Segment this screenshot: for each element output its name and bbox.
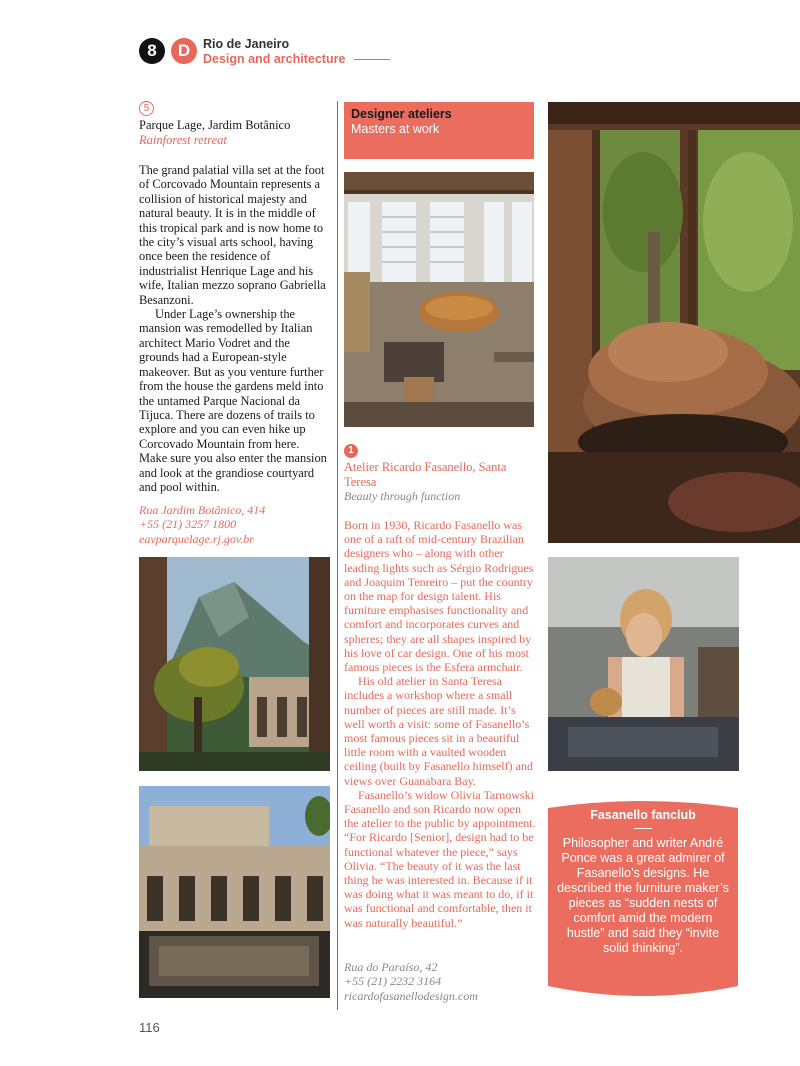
website-link[interactable]: eavparquelage.rj.gov.br (139, 531, 254, 546)
address: Rua do Paraíso, 42 (344, 960, 438, 974)
fanclub-title: Fasanello fanclub (590, 808, 696, 822)
esfera-armchair-photo (548, 102, 800, 543)
craftswoman-photo (548, 557, 739, 771)
fanclub-text: Philosopher and writer André Ponce was a great admirer of Fasanello’s designs. He described the furniture maker’s pieces as “sudden nests of comfort amid the modern hustle” and said they “invite solid thinking”. (557, 836, 729, 955)
atelier-contact (344, 960, 534, 1003)
parque-lage-contact (139, 503, 330, 546)
location-number-badge: 5 (139, 101, 154, 116)
phone: +55 (21) 2232 3164 (344, 974, 442, 989)
section-letter-badge: D (171, 38, 197, 64)
page-number: 116 (139, 1020, 160, 1035)
location-title: Parque Lage, Jardim Botânico (139, 118, 291, 132)
header-rule (354, 59, 390, 60)
designer-ateliers-box (344, 102, 534, 159)
ateliers-title: Designer ateliers (351, 107, 452, 121)
parque-lage-palm-photo (139, 557, 330, 771)
atelier-subtitle: Beauty through function (344, 489, 461, 503)
parque-lage-courtyard-photo (139, 786, 330, 998)
paragraph: The grand palatial villa set at the foot of Corcovado Mountain represents a collision of historical majesty and natural beauty. It is in the middle of this tropical park and is now home to the city’s visual arts school, having once been the residence of industrialist Henrique Lage and his wife, Italian mezzo soprano Gabriella Besanzoni. (139, 163, 326, 307)
address: Rua Jardim Botânico, 414 (139, 503, 266, 517)
website-link[interactable]: ricardofasanellodesign.com (344, 988, 478, 1003)
location-subtitle: Rainforest retreat (139, 133, 227, 147)
header-section: Design and architecture (203, 52, 346, 66)
fanclub-rule (634, 828, 652, 829)
atelier-interior-photo (344, 172, 534, 427)
atelier-title: Atelier Ricardo Fasanello, Santa Teresa (344, 460, 507, 489)
paragraph: Fasanello’s widow Olivia Tarnowski Fasanello and son Ricardo now open the atelier to the public by appointment. “For Ricardo [Senior], design had to be functional whatever the piece,” says Olivia. “The beauty of it was the last thing he was interested in. Because if it was doing what it was meant to do, if it was functional and comfortable, then it was naturally beautiful.” (344, 787, 536, 930)
chapter-number-badge: 8 (139, 38, 165, 64)
paragraph: Born in 1930, Ricardo Fasanello was one of a raft of mid-century Brazilian designers who – along with other leading lights such as Sérgio Rodrigues and Joaquim Tenreiro – put the country on the map for design talent. His furniture emphasises functionality and comfort and incorporates curves and spheres; they are all shapes inspired by his love of car design. One of his most famous pieces is the Esfera armchair. (344, 518, 534, 675)
location-number-badge: 1 (344, 444, 358, 458)
paragraph: His old atelier in Santa Teresa includes a workshop where a small number of pieces are still made. It’s well worth a visit: some of Fasanello’s most famous pieces sit in a beautiful little room with a vaulted wooden ceiling (built by Fasanello himself) and views over Guanabara Bay. (344, 674, 533, 788)
phone: +55 (21) 3257 1800 (139, 517, 237, 532)
paragraph: Under Lage’s ownership the mansion was remodelled by Italian architect Mario Vodret and the grounds had a European-style makeover. But as you venture further from the house the gardens meld into the untamed Parque Nacional da Tijuca. There are dozens of trails to explore and you can even hike up Corcovado Mountain from here. Make sure you also enter the mansion and look at the grandiose courtyard and pool within. (139, 307, 327, 494)
header-city: Rio de Janeiro (203, 37, 290, 51)
ateliers-subtitle: Masters at work (351, 122, 440, 136)
parque-lage-body (139, 163, 330, 494)
atelier-body (344, 518, 536, 930)
column-divider (337, 101, 338, 1010)
